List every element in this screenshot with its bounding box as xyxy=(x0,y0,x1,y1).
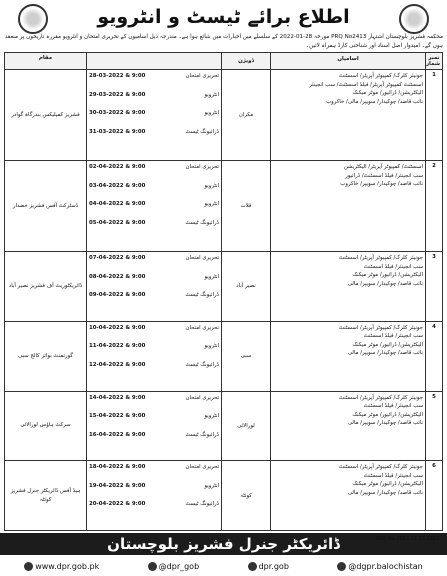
post-line: سب انجینئر/ فیلڈ اسسٹنٹ/ ڈرائیور xyxy=(345,172,423,179)
schedule-label: تحریری امتحان xyxy=(185,464,219,471)
venue-cell: سرکٹ ہاؤس لورالائی xyxy=(5,391,87,461)
post-line: الیکٹریشن/ ڈرائیور/ موٹر میکنک xyxy=(352,481,423,488)
schedule-line xyxy=(89,463,219,472)
spacer xyxy=(89,99,219,109)
schedule-label: انٹرویو xyxy=(204,482,219,489)
spacer xyxy=(89,118,219,128)
schedule-label: ڈرائیونگ ٹیسٹ xyxy=(185,128,219,135)
posts-cell xyxy=(271,70,426,161)
post-line: الیکٹریشن/ ڈرائیور/ موٹر میکنک xyxy=(352,341,423,348)
spacer xyxy=(89,281,219,291)
header-posts: اسامیاں xyxy=(271,53,426,70)
schedule-label: انٹرویو xyxy=(204,413,219,420)
post-line: جونیئر کلرک/ کمپیوٹر آپریٹر/ اسسٹنٹ xyxy=(338,464,423,471)
schedule-date: 29-03-2022 & 9:00 xyxy=(89,91,146,98)
spacer xyxy=(89,421,219,431)
schedule-label: تحریری امتحان xyxy=(185,394,219,401)
schedule-date: 15-04-2022 & 9:00 xyxy=(89,413,146,420)
schedule-line xyxy=(89,482,219,491)
venue-cell: گورنمنٹ بوائز کالج سبی xyxy=(5,321,87,391)
schedule-label: انٹرویو xyxy=(204,273,219,280)
schedule-label: ڈرائیونگ ٹیسٹ xyxy=(185,219,219,226)
schedule-line xyxy=(89,431,219,440)
schedule-line xyxy=(89,91,219,100)
post-line: نائب قاصد/ چوکیدار/ سویپر/ مالی xyxy=(347,489,423,496)
schedule-date: 20-04-2022 & 9:00 xyxy=(89,501,146,508)
spacer xyxy=(89,263,219,273)
spacer xyxy=(89,300,219,310)
schedule-table xyxy=(4,52,443,531)
venue-cell: ہیڈ آفس ڈائریکٹر جنرل فشریز کوئٹہ xyxy=(5,461,87,531)
facebook-link[interactable]: dpr.gob xyxy=(248,562,289,571)
schedule-line xyxy=(89,273,219,282)
schedule-line xyxy=(89,200,219,209)
post-line: نائب قاصد/ چوکیدار/ سویپر/ مالی xyxy=(347,280,423,287)
schedule-date: 31-03-2022 & 9:00 xyxy=(89,128,146,135)
prq-number: PRQ No.2953,17.03.2022 xyxy=(376,536,440,542)
schedule-line xyxy=(89,163,219,172)
division-cell: قلات xyxy=(222,161,271,252)
spacer xyxy=(89,190,219,200)
schedule-date: 04-04-2022 & 9:00 xyxy=(89,201,146,208)
schedule-date: 10-04-2022 & 9:00 xyxy=(89,324,146,331)
spacer xyxy=(89,439,219,449)
twitter-icon xyxy=(148,562,157,571)
table-row xyxy=(5,252,443,322)
spacer xyxy=(89,402,219,412)
schedule-label: انٹرویو xyxy=(204,201,219,208)
schedule-cell xyxy=(87,252,222,322)
post-line: جونیئر کلرک/ کمپیوٹر آپریٹر/ اسسٹنٹ xyxy=(338,324,423,331)
post-line: سب انجینئر/ فیلڈ اسسٹنٹ xyxy=(363,403,423,410)
schedule-label: ڈرائیونگ ٹیسٹ xyxy=(185,501,219,508)
schedule-label: تحریری امتحان xyxy=(185,324,219,331)
schedule-date: 16-04-2022 & 9:00 xyxy=(89,431,146,438)
row-number: 2 xyxy=(426,161,443,252)
schedule-line xyxy=(89,500,219,509)
posts-cell xyxy=(271,161,426,252)
venue-cell: ڈائریکٹوریٹ آف فشریز نصیر آباد xyxy=(5,252,87,322)
schedule-label: ڈرائیونگ ٹیسٹ xyxy=(185,431,219,438)
venue-cell: ڈسٹرکٹ آفس فشریز خضدار xyxy=(5,161,87,252)
schedule-date: 02-04-2022 & 9:00 xyxy=(89,164,146,171)
row-number: 6 xyxy=(426,461,443,531)
footer-banner: ڈائریکٹر جنرل فشریز بلوچستان xyxy=(0,533,447,555)
spacer xyxy=(89,490,219,500)
post-line: الیکٹریشن/ ڈرائیور/ موٹر میکنک xyxy=(352,90,423,96)
schedule-label: ڈرائیونگ ٹیسٹ xyxy=(185,292,219,299)
post-line: سب انجینئر/ فیلڈ اسسٹنٹ xyxy=(363,263,423,270)
schedule-date: 07-04-2022 & 9:00 xyxy=(89,255,146,262)
schedule-line xyxy=(89,219,219,228)
schedule-date: 03-04-2022 & 9:00 xyxy=(89,182,146,189)
schedule-date: 09-04-2022 & 9:00 xyxy=(89,292,146,299)
post-line: جونیئر کلرک/ کمپیوٹر آپریٹر/ اسسٹنٹ xyxy=(338,394,423,401)
schedule-cell xyxy=(87,161,222,252)
header-no: نمبر شمار xyxy=(426,53,443,70)
schedule-line xyxy=(89,128,219,137)
schedule-line xyxy=(89,254,219,263)
schedule-line xyxy=(89,342,219,351)
table-header-row xyxy=(5,53,443,70)
schedule-date: 12-04-2022 & 9:00 xyxy=(89,361,146,368)
website-link[interactable]: www.dpr.gob.pk xyxy=(24,562,99,571)
posts-cell xyxy=(271,461,426,531)
schedule-label: انٹرویو xyxy=(204,343,219,350)
spacer xyxy=(89,227,219,237)
venue-cell: فشریز کمپلیکس بندرگاہ گوادر xyxy=(5,70,87,161)
twitter-link[interactable]: @dpr_gob xyxy=(148,562,200,571)
intro-text: محکمہ فشریز بلوچستان اشتہار PRQ No2413 مورخہ 28-01-2022 کے سلسلے میں اخبارات میں شائع ہوا ہے۔ مندرجہ ذیل اسامیوں کے تحریری امتحان و انٹرویو مقررہ تاریخوں پر منعقد ہوں گے۔ امیدوار اصل اسناد اور شناختی کارڈ ہمراہ لائیں۔ xyxy=(4,34,443,49)
schedule-line xyxy=(89,182,219,191)
spacer xyxy=(89,369,219,379)
header-venue: مقام xyxy=(5,53,87,70)
post-line: الیکٹریشن/ ڈرائیور/ موٹر میکنک xyxy=(352,272,423,279)
division-cell: نصیر آباد xyxy=(222,252,271,322)
post-line: سب انجینئر/ فیلڈ اسسٹنٹ xyxy=(363,472,423,479)
schedule-date: 08-04-2022 & 9:00 xyxy=(89,273,146,280)
page-title: اطلاع برائے ٹیسٹ و انٹرویو xyxy=(97,6,350,28)
row-number: 1 xyxy=(426,70,443,161)
schedule-line xyxy=(89,109,219,118)
schedule-label: انٹرویو xyxy=(204,182,219,189)
schedule-cell xyxy=(87,321,222,391)
posts-cell xyxy=(271,321,426,391)
table-row xyxy=(5,461,443,531)
post-line: نائب قاصد/ چوکیدار/ سویپر/ خاکروب xyxy=(340,181,423,188)
schedule-label: تحریری امتحان xyxy=(185,164,219,171)
schedule-line xyxy=(89,72,219,81)
division-cell: لورالائی xyxy=(222,391,271,461)
header-schedule xyxy=(87,53,222,70)
schedule-cell xyxy=(87,70,222,161)
schedule-date: 28-03-2022 & 9:00 xyxy=(89,73,146,79)
spacer xyxy=(89,351,219,361)
schedule-line xyxy=(89,324,219,333)
facebook-icon xyxy=(248,562,257,571)
globe-icon xyxy=(24,562,33,571)
schedule-label: انٹرویو xyxy=(204,91,219,98)
post-line: جونیئر کلرک/ کمپیوٹر آپریٹر/ اسسٹنٹ xyxy=(338,73,423,79)
schedule-line xyxy=(89,412,219,421)
post-line: نائب قاصد/ چوکیدار/ سویپر/ مالی xyxy=(347,350,423,357)
post-line: نائب قاصد/ چوکیدار/ سویپر/ مالی/ خاکروب xyxy=(326,98,423,105)
schedule-label: تحریری امتحان xyxy=(185,255,219,262)
spacer xyxy=(89,472,219,482)
schedule-date: 11-04-2022 & 9:00 xyxy=(89,343,146,350)
schedule-line xyxy=(89,394,219,403)
row-number: 5 xyxy=(426,391,443,461)
posts-cell xyxy=(271,391,426,461)
instagram-link[interactable]: @dgpr.balochistan xyxy=(337,562,422,571)
table-row xyxy=(5,161,443,252)
schedule-label: تحریری امتحان xyxy=(185,73,219,79)
row-number: 4 xyxy=(426,321,443,391)
row-number: 3 xyxy=(426,252,443,322)
spacer xyxy=(89,172,219,182)
schedule-label: انٹرویو xyxy=(204,110,219,116)
schedule-line xyxy=(89,361,219,370)
post-line: سب انجینئر/ فیلڈ اسسٹنٹ xyxy=(363,333,423,340)
schedule-line xyxy=(89,291,219,300)
instagram-icon xyxy=(337,562,346,571)
schedule-cell xyxy=(87,391,222,461)
post-line: جونیئر کلرک/ کمپیوٹر آپریٹر/ اسسٹنٹ xyxy=(338,255,423,262)
spacer xyxy=(89,81,219,91)
schedule-cell xyxy=(87,461,222,531)
post-line: اسسٹنٹ کمپیوٹر آپریٹر/ فیلڈ اسسٹنٹ/ سب انجینئر xyxy=(309,81,423,88)
schedule-date: 19-04-2022 & 9:00 xyxy=(89,482,146,489)
table-row xyxy=(5,321,443,391)
table-row xyxy=(5,70,443,161)
social-links xyxy=(0,557,447,576)
spacer xyxy=(89,209,219,219)
post-line: اسسٹنٹ/ کمپیوٹر آپریٹر/ الیکٹریشن xyxy=(343,164,423,171)
header-division: ڈویژن xyxy=(222,53,271,70)
posts-cell xyxy=(271,252,426,322)
schedule-date: 18-04-2022 & 9:00 xyxy=(89,464,146,471)
spacer xyxy=(89,332,219,342)
schedule-date: 05-04-2022 & 9:00 xyxy=(89,219,146,226)
spacer xyxy=(89,509,219,519)
division-cell: سبی xyxy=(222,321,271,391)
post-line: نائب قاصد/ چوکیدار/ سویپر/ مالی xyxy=(347,420,423,427)
schedule-date: 30-03-2022 & 9:00 xyxy=(89,110,146,116)
division-cell: کوئٹہ xyxy=(222,461,271,531)
division-cell: مکران xyxy=(222,70,271,161)
schedule-date: 14-04-2022 & 9:00 xyxy=(89,394,146,401)
post-line: الیکٹریشن/ ڈرائیور/ موٹر میکنک xyxy=(352,411,423,418)
spacer xyxy=(89,136,219,146)
schedule-label: ڈرائیونگ ٹیسٹ xyxy=(185,361,219,368)
table-row xyxy=(5,391,443,461)
